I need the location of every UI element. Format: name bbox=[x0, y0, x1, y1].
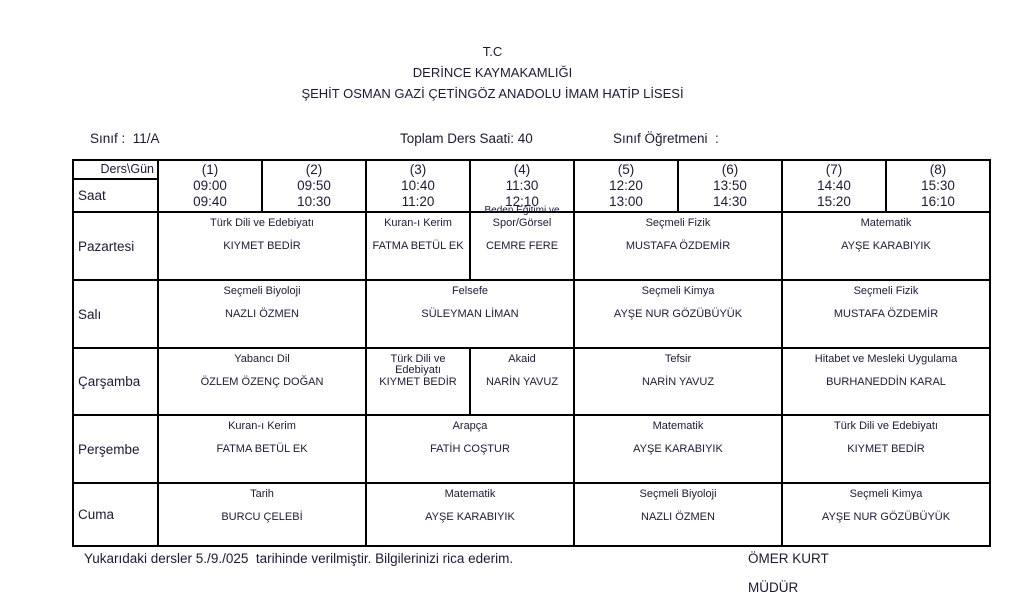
period-header bbox=[159, 161, 261, 211]
lesson-block bbox=[159, 416, 365, 482]
period-header bbox=[263, 161, 365, 211]
subject-label: Akaid bbox=[508, 353, 536, 365]
subject-label: Seçmeli Fizik bbox=[853, 285, 919, 297]
lesson-block bbox=[367, 213, 469, 279]
period-end-time: 09:40 bbox=[193, 194, 227, 209]
teacher-name: AYŞE KARABIYIK bbox=[425, 511, 515, 523]
period-start-time: 14:40 bbox=[817, 178, 851, 193]
period-header bbox=[679, 161, 781, 211]
total-hours-label: Toplam Ders Saati: 40 bbox=[400, 131, 533, 146]
subject-label: Seçmeli Fizik bbox=[645, 217, 711, 229]
subject-label: Tarih bbox=[250, 488, 274, 500]
lesson-block bbox=[367, 281, 573, 347]
day-label: Perşembe bbox=[74, 416, 157, 482]
lesson-block bbox=[783, 281, 989, 347]
lesson-block bbox=[575, 416, 781, 482]
lesson-block bbox=[159, 281, 365, 347]
subject-label: Matematik bbox=[652, 420, 704, 432]
period-number: (3) bbox=[409, 162, 427, 177]
lesson-block bbox=[471, 349, 573, 414]
teacher-name: KIYMET BEDİR bbox=[223, 240, 301, 252]
period-header bbox=[575, 161, 677, 211]
teacher-name: KIYMET BEDİR bbox=[847, 443, 925, 455]
period-number: (2) bbox=[305, 162, 323, 177]
lesson-block bbox=[575, 281, 781, 347]
lesson-block bbox=[367, 416, 573, 482]
saat-cell: Saat bbox=[74, 180, 157, 211]
period-end-time: 12:10 bbox=[505, 194, 539, 209]
subject-label: Arapça bbox=[452, 420, 488, 432]
period-end-time: 15:20 bbox=[817, 194, 851, 209]
period-header bbox=[367, 161, 469, 211]
period-number: (8) bbox=[929, 162, 947, 177]
period-number: (5) bbox=[617, 162, 635, 177]
period-end-time: 13:00 bbox=[609, 194, 643, 209]
lesson-block bbox=[783, 349, 989, 414]
teacher-name: AYŞE KARABIYIK bbox=[841, 240, 931, 252]
teacher-name: FATMA BETÜL EK bbox=[216, 443, 308, 455]
period-end-time: 16:10 bbox=[921, 194, 955, 209]
period-header bbox=[783, 161, 885, 211]
lesson-block bbox=[783, 213, 989, 279]
period-end-time: 11:20 bbox=[401, 194, 435, 209]
lesson-block bbox=[159, 484, 365, 545]
lesson-block bbox=[159, 213, 365, 279]
period-start-time: 11:30 bbox=[505, 178, 539, 193]
teacher-name: MUSTAFA ÖZDEMİR bbox=[833, 308, 939, 320]
teacher-name: NARİN YAVUZ bbox=[641, 376, 715, 388]
principal-title: MÜDÜR bbox=[748, 580, 799, 595]
header-district: DERİNCE KAYMAKAMLIĞI bbox=[412, 65, 573, 80]
period-start-time: 09:50 bbox=[297, 178, 331, 193]
lesson-block bbox=[783, 416, 989, 482]
header-tc: T.C bbox=[482, 44, 503, 59]
period-start-time: 13:50 bbox=[713, 178, 747, 193]
lesson-block bbox=[575, 213, 781, 279]
teacher-name: BURCU ÇELEBİ bbox=[221, 511, 303, 523]
lesson-block bbox=[783, 484, 989, 545]
subject-label: Felsefe bbox=[451, 285, 489, 297]
lesson-block bbox=[367, 349, 469, 414]
teacher-name: CEMRE FERE bbox=[485, 240, 559, 252]
subject-label: Türk Dili ve Edebiyatı bbox=[210, 217, 314, 229]
subject-label: Hitabet ve Mesleki Uygulama bbox=[814, 353, 958, 365]
day-label: Cuma bbox=[74, 484, 157, 545]
teacher-name: AYŞE NUR GÖZÜBÜYÜK bbox=[613, 308, 743, 320]
day-label: Çarşamba bbox=[74, 349, 157, 414]
subject-label: Türk Dili ve Edebiyatı bbox=[390, 353, 446, 376]
teacher-name: FATMA BETÜL EK bbox=[372, 240, 464, 252]
subject-label: Kuran-ı Kerim bbox=[228, 420, 296, 432]
period-end-time: 10:30 bbox=[297, 194, 331, 209]
clipped-subject-line: Beden Eğitimi ve bbox=[484, 205, 560, 216]
period-start-time: 12:20 bbox=[609, 178, 643, 193]
period-number: (7) bbox=[825, 162, 843, 177]
period-start-time: 09:00 bbox=[193, 178, 227, 193]
lesson-block bbox=[575, 484, 781, 545]
teacher-name: NARİN YAVUZ bbox=[485, 376, 559, 388]
footer-note: Yukarıdaki dersler 5./9./025 tarihinde verilmiştir. Bilgilerinizi rica ederim. bbox=[84, 551, 514, 566]
period-header bbox=[471, 161, 573, 211]
day-label: Salı bbox=[74, 281, 157, 347]
teacher-name: BURHANEDDİN KARAL bbox=[826, 376, 946, 388]
period-start-time: 10:40 bbox=[401, 178, 435, 193]
lesson-block bbox=[575, 349, 781, 414]
class-label: Sınıf : 11/A bbox=[90, 131, 160, 146]
subject-label: Kuran-ı Kerim bbox=[384, 217, 452, 229]
lesson-block bbox=[367, 484, 573, 545]
period-number: (4) bbox=[513, 162, 531, 177]
period-header bbox=[887, 161, 989, 211]
period-number: (1) bbox=[201, 162, 219, 177]
period-end-time: 14:30 bbox=[713, 194, 747, 209]
subject-label: Türk Dili ve Edebiyatı bbox=[834, 420, 938, 432]
teacher-name: SÜLEYMAN LİMAN bbox=[421, 308, 519, 320]
subject-label: Yabancı Dil bbox=[234, 353, 290, 365]
teacher-name: AYŞE KARABIYIK bbox=[633, 443, 723, 455]
period-start-time: 15:30 bbox=[921, 178, 955, 193]
subject-label: Matematik bbox=[444, 488, 496, 500]
teacher-name: NAZLI ÖZMEN bbox=[641, 511, 715, 523]
header-school-name: ŞEHİT OSMAN GAZİ ÇETİNGÖZ ANADOLU İMAM HATİP LİSESİ bbox=[301, 86, 684, 101]
lesson-block bbox=[159, 349, 365, 414]
document-header bbox=[0, 41, 985, 104]
day-label: Pazartesi bbox=[74, 213, 157, 279]
subject-label: Seçmeli Kimya bbox=[641, 285, 715, 297]
subject-label: Matematik bbox=[860, 217, 912, 229]
teacher-name: ÖZLEM ÖZENÇ DOĞAN bbox=[200, 376, 324, 388]
subject-label: Seçmeli Biyoloji bbox=[639, 488, 717, 500]
period-number: (6) bbox=[721, 162, 739, 177]
timetable bbox=[72, 159, 991, 547]
teacher-name: FATİH COŞTUR bbox=[430, 443, 510, 455]
subject-label: Seçmeli Kimya bbox=[849, 488, 923, 500]
teacher-name: AYŞE NUR GÖZÜBÜYÜK bbox=[821, 511, 951, 523]
lesson-block bbox=[471, 205, 573, 279]
subject-label: Tefsir bbox=[664, 353, 692, 365]
teacher-name: MUSTAFA ÖZDEMİR bbox=[625, 240, 731, 252]
class-teacher-label: Sınıf Öğretmeni : bbox=[613, 131, 719, 146]
teacher-name: NAZLI ÖZMEN bbox=[225, 308, 299, 320]
subject-label: Seçmeli Biyoloji bbox=[223, 285, 301, 297]
subject-label: Spor/Görsel bbox=[492, 217, 552, 229]
info-row bbox=[0, 131, 1024, 151]
teacher-name: KIYMET BEDİR bbox=[379, 376, 457, 388]
principal-name: ÖMER KURT bbox=[748, 551, 829, 566]
corner-cell: Ders\Gün bbox=[74, 161, 157, 178]
